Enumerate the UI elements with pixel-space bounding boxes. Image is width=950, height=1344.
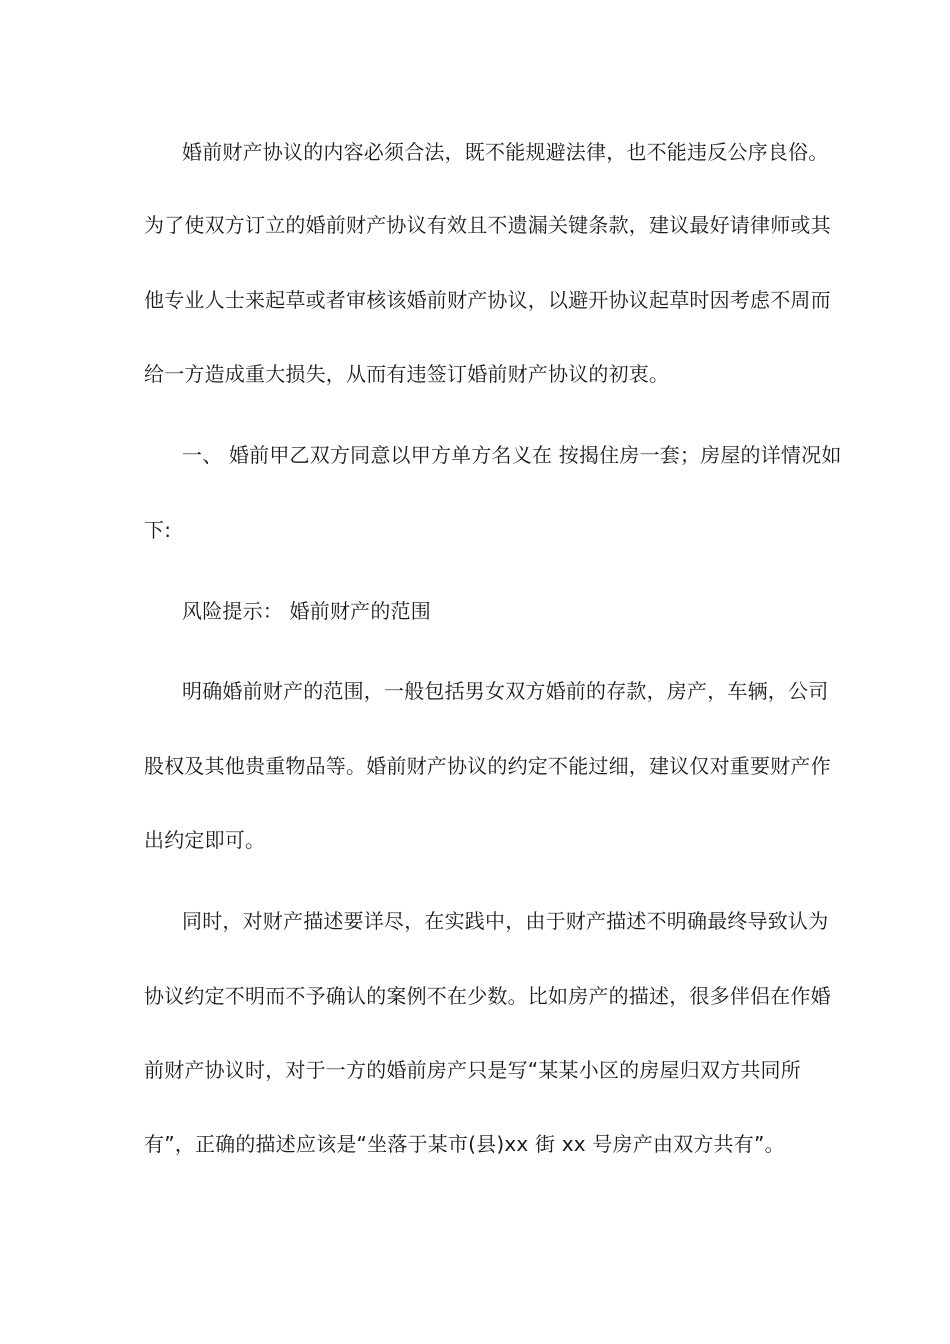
paragraph-1-line-1: 婚前财产协议的内容必须合法，既不能规避法律，也不能违反公序良俗。 <box>182 140 829 164</box>
paragraph-2-line-2: 股权及其他贵重物品等。婚前财产协议的约定不能过细，建议仅对重要财产作 <box>144 754 831 778</box>
paragraph-1-line-2: 为了使双方订立的婚前财产协议有效且不遗漏关键条款，建议最好请律师或其 <box>144 213 831 237</box>
paragraph-3-line-2: 协议约定不明而不予确认的案例不在少数。比如房产的描述，很多伴侣在作婚 <box>144 984 831 1008</box>
clause-1-line-2: 下: <box>144 518 172 542</box>
paragraph-2-line-1: 明确婚前财产的范围，一般包括男女双方婚前的存款，房产，车辆，公司 <box>182 679 829 703</box>
risk-note-heading: 风险提示： 婚前财产的范围 <box>182 599 431 623</box>
paragraph-1-line-3: 他专业人士来起草或者审核该婚前财产协议，以避开协议起草时因考虑不周而 <box>144 288 831 312</box>
paragraph-3-line-1: 同时，对财产描述要详尽，在实践中，由于财产描述不明确最终导致认为 <box>182 909 829 933</box>
clause-1-line-1: 一、 婚前甲乙双方同意以甲方单方名义在 按揭住房一套；房屋的详情况如 <box>182 443 842 467</box>
paragraph-3-line-4: 有”，正确的描述应该是“坐落于某市(县)xx 街 xx 号房产由双方共有”。 <box>144 1132 785 1156</box>
paragraph-2-line-3: 出约定即可。 <box>144 828 266 852</box>
paragraph-3-line-3: 前财产协议时，对于一方的婚前房产只是写“某某小区的房屋归双方共同所 <box>144 1058 801 1082</box>
paragraph-1-line-4: 给一方造成重大损失，从而有违签订婚前财产协议的初衷。 <box>144 362 670 386</box>
